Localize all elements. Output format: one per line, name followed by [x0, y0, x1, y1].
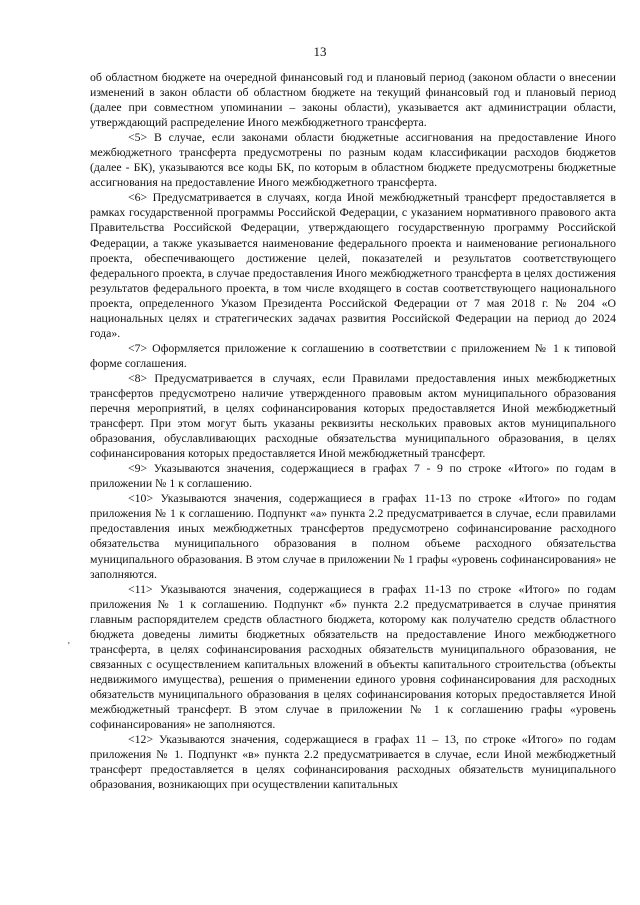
- footnote-8: <8> Предусматривается в случаях, если Правилами предоставления иных межбюджетных трансфертов предусмотрено наличие утвержденного правовым актом муниципального образования перечня мероприятий, в целях софинансирования которых предоставляется Иной межбюджетный трансферт. При этом могут быть указаны реквизиты нескольких правовых актов муниципального образования, обуславливающих расходные обязательства муниципального образования, в целях софинансирования которых предоставляется Иной межбюджетный трансферт.: [90, 370, 616, 461]
- paragraph-continuation: об областном бюджете на очередной финансовый год и плановый период (законом области о внесении изменений в закон области об областном бюджете на текущий финансовый год и плановый период (далее при совместном упоминании – законы области), указывается акт администрации области, утверждающий распределение Иного межбюджетного трансферта.: [90, 70, 616, 130]
- footnote-10: <10> Указываются значения, содержащиеся в графах 11-13 по строке «Итого» по годам приложения № 1 к соглашению. Подпункт «а» пункта 2.2 предусматривается в случае, если правилами предоставления иных межбюджетных трансфертов предусмотрено софинансирование расходного обязательства муниципального образования в полном объеме расходного обязательства муниципального образования. В этом случае в приложении № 1 графы «уровень софинансирования» не заполняются.: [90, 491, 616, 581]
- footnote-9: <9> Указываются значения, содержащиеся в графах 7 - 9 по строке «Итого» по годам в приложении № 1 к соглашению.: [90, 461, 616, 491]
- margin-mark: ': [68, 641, 70, 652]
- footnote-5: <5> В случае, если законами области бюджетные ассигнования на предоставление Иного межбюджетного трансферта предусмотрены по разным кодам классификации расходов бюджетов (далее - БК), указываются все коды БК, по которым в областном бюджете предусмотрены бюджетные ассигнования на предоставление Иного межбюджетного трансферта.: [90, 130, 616, 190]
- page-number: 13: [313, 44, 327, 59]
- footnote-6: <6> Предусматривается в случаях, когда Иной межбюджетный трансферт предоставляется в рамках государственной программы Российской Федерации, с указанием нормативного правового акта Правительства Российской Федерации, утверждающего государственную программу Российской Федерации, а также указывается наименование федерального проекта и наименование регионального проекта, обеспечивающего достижение целей, показателей и результатов соответствующего федерального проекта, в случае предоставления Иного межбюджетного трансферта в целях достижения результатов федерального проекта, в том числе входящего в состав соответствующего национального проекта, определенного Указом Президента Российской Федерации от 7 мая 2018 г. № 204 «О национальных целях и стратегических задачах развития Российской Федерации на период до 2024 года».: [90, 190, 616, 340]
- footnote-7: <7> Оформляется приложение к соглашению в соответствии с приложением № 1 к типовой форме соглашения.: [90, 340, 616, 370]
- document-body: [90, 70, 616, 792]
- footnote-12: <12> Указываются значения, содержащиеся в графах 11 – 13, по строке «Итого» по годам приложения № 1. Подпункт «в» пункта 2.2 предусматривается в случае, если Иной межбюджетный трансферт предоставляется в целях софинансирования расходных обязательств муниципального образования, возникающих при осуществлении капитальных: [90, 732, 616, 792]
- footnote-11: <11> Указываются значения, содержащиеся в графах 11-13 по строке «Итого» по годам приложения № 1 к соглашению. Подпункт «б» пункта 2.2 предусматривается в случае принятия главным распорядителем средств областного бюджета, которому как получателю средств областного бюджета доведены лимиты бюджетных обязательств на предоставление Иного межбюджетного трансферта, в целях софинансирования расходных обязательств муниципального образования, не связанных с осуществлением капитальных вложений в объекты капитального строительства (объекты недвижимого имущества), решения о применении единого уровня софинансирования для расходных обязательств муниципального образования в целях софинансирования которых предоставляется Иной межбюджетный трансферт. В этом случае в приложении № 1 к соглашению графы «уровень софинансирования» не заполняются.: [90, 581, 616, 732]
